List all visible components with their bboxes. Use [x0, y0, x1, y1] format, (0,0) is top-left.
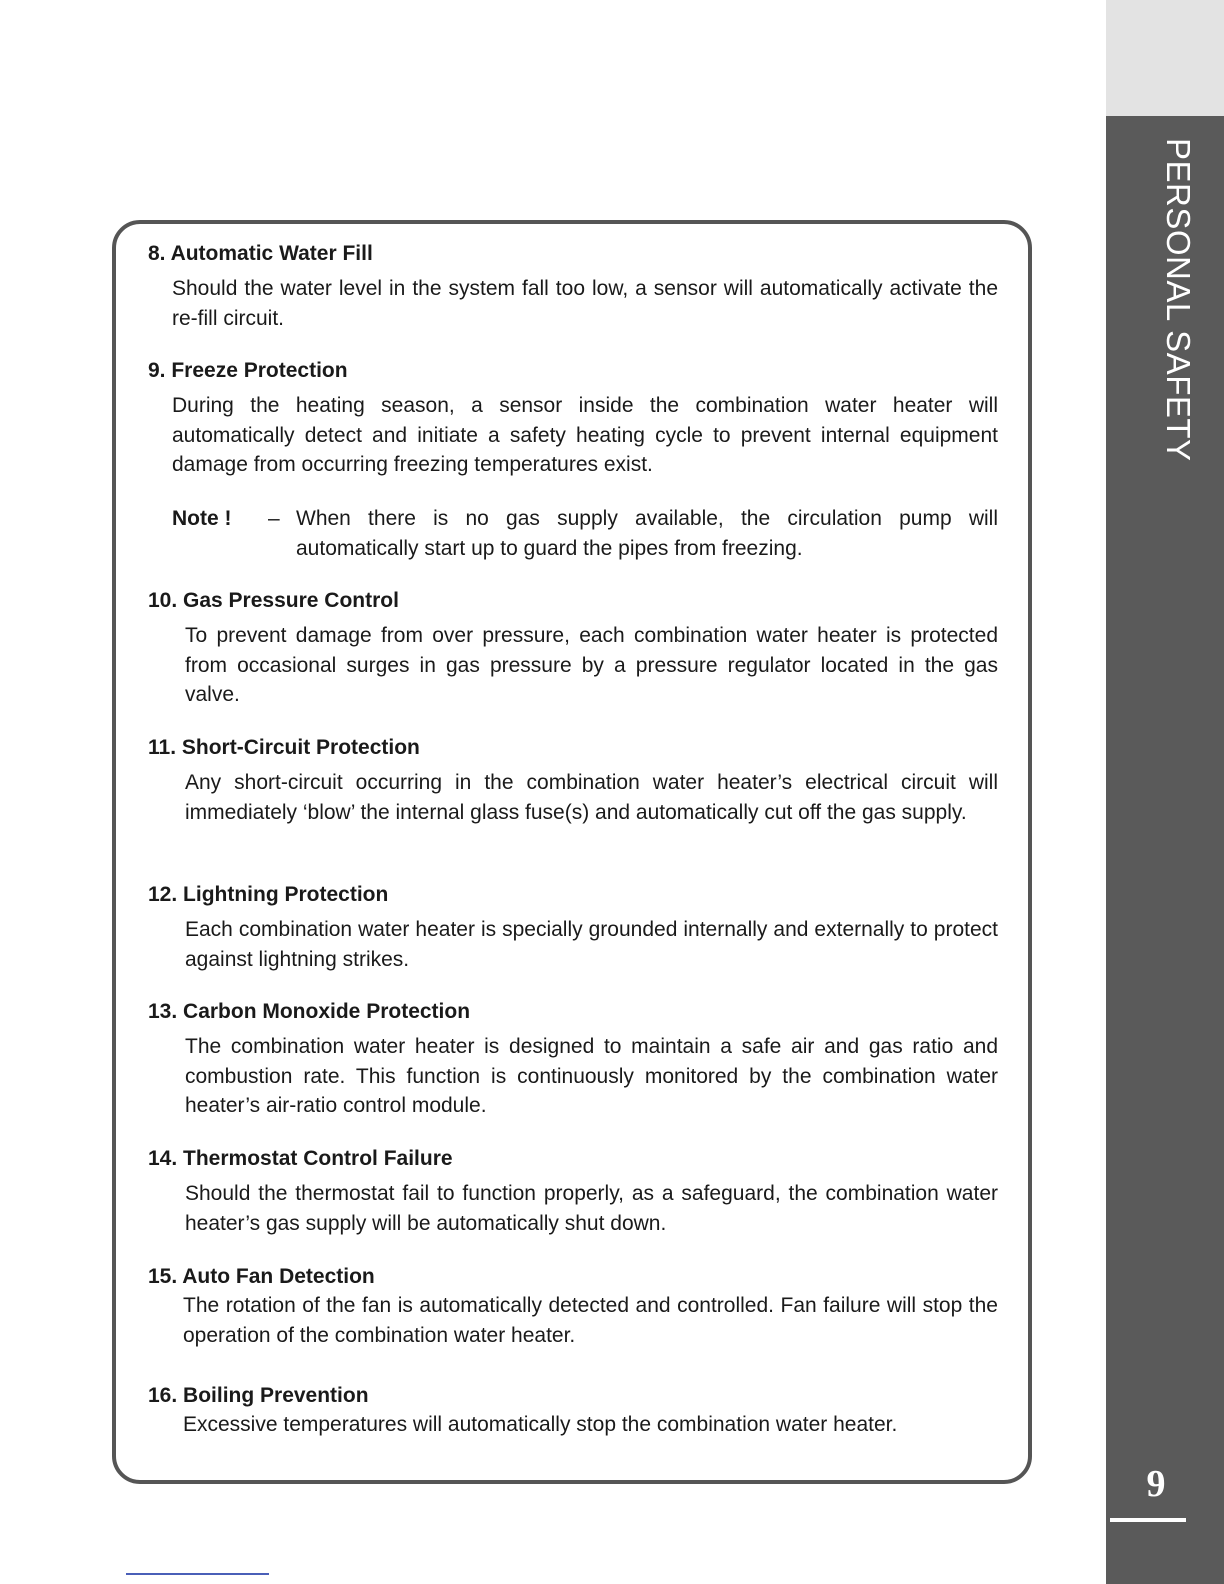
side-tab-top: [1106, 0, 1224, 116]
section-gas-pressure-control: [148, 587, 998, 710]
section-body: During the heating season, a sensor inside the combination water heater will automatically detect and initiate a safety heating cycle to prevent internal equipment damage from occurring freezing temperatures exist.: [172, 394, 998, 476]
section-title: 12. Lightning Protection: [148, 883, 389, 906]
section-tab-title: PERSONAL SAFETY: [1160, 138, 1197, 462]
section-title: 9. Freeze Protection: [148, 359, 348, 382]
note-text: When there is no gas supply available, the circulation pump will automatically start up to guard the pipes from freezing.: [296, 507, 998, 560]
section-body: Excessive temperatures will automatically stop the combination water heater.: [183, 1413, 898, 1436]
note-label: Note !: [172, 507, 232, 530]
section-title: 16. Boiling Prevention: [148, 1384, 369, 1407]
section-body: Should the water level in the system fall too low, a sensor will automatically activate the re-fill circuit.: [172, 277, 998, 330]
note-dash: –: [268, 507, 280, 530]
section-title: 10. Gas Pressure Control: [148, 589, 399, 612]
section-thermostat-control-failure: [148, 1145, 998, 1238]
section-title: 14. Thermostat Control Failure: [148, 1147, 453, 1170]
section-boiling-prevention: [148, 1382, 998, 1440]
page-number: 9: [1146, 1463, 1166, 1505]
freeze-note: [172, 504, 998, 563]
section-body: Any short-circuit occurring in the combination water heater’s electrical circuit will immediately ‘blow’ the internal glass fuse(s) and automatically cut off the gas supply.: [185, 771, 998, 824]
section-body: Each combination water heater is specially grounded internally and externally to protect against lightning strikes.: [185, 918, 998, 971]
section-body: The combination water heater is designed to maintain a safe air and gas ratio and combustion rate. This function is continuously monitored by the combination water heater’s air-ratio control module.: [185, 1035, 998, 1117]
section-body: Should the thermostat fail to function properly, as a safeguard, the combination water heater’s gas supply will be automatically shut down.: [185, 1182, 998, 1235]
section-short-circuit-protection: [148, 734, 998, 827]
section-body: The rotation of the fan is automatically detected and controlled. Fan failure will stop the operation of the combination water heater.: [183, 1294, 998, 1347]
section-title: 11. Short-Circuit Protection: [148, 736, 420, 759]
section-title: 8. Automatic Water Fill: [148, 242, 373, 265]
section-carbon-monoxide-protection: [148, 998, 998, 1121]
section-automatic-water-fill: [148, 240, 998, 333]
section-freeze-protection: [148, 357, 998, 480]
section-lightning-protection: [148, 881, 998, 974]
section-auto-fan-detection: [148, 1263, 998, 1350]
footer-rule: [126, 1573, 269, 1575]
section-body: To prevent damage from over pressure, each combination water heater is protected from occasional surges in gas pressure by a pressure regulator located in the gas valve.: [185, 624, 998, 706]
section-title: 15. Auto Fan Detection: [148, 1265, 375, 1288]
section-title: 13. Carbon Monoxide Protection: [148, 1000, 471, 1023]
page-number-rule: [1110, 1518, 1186, 1522]
